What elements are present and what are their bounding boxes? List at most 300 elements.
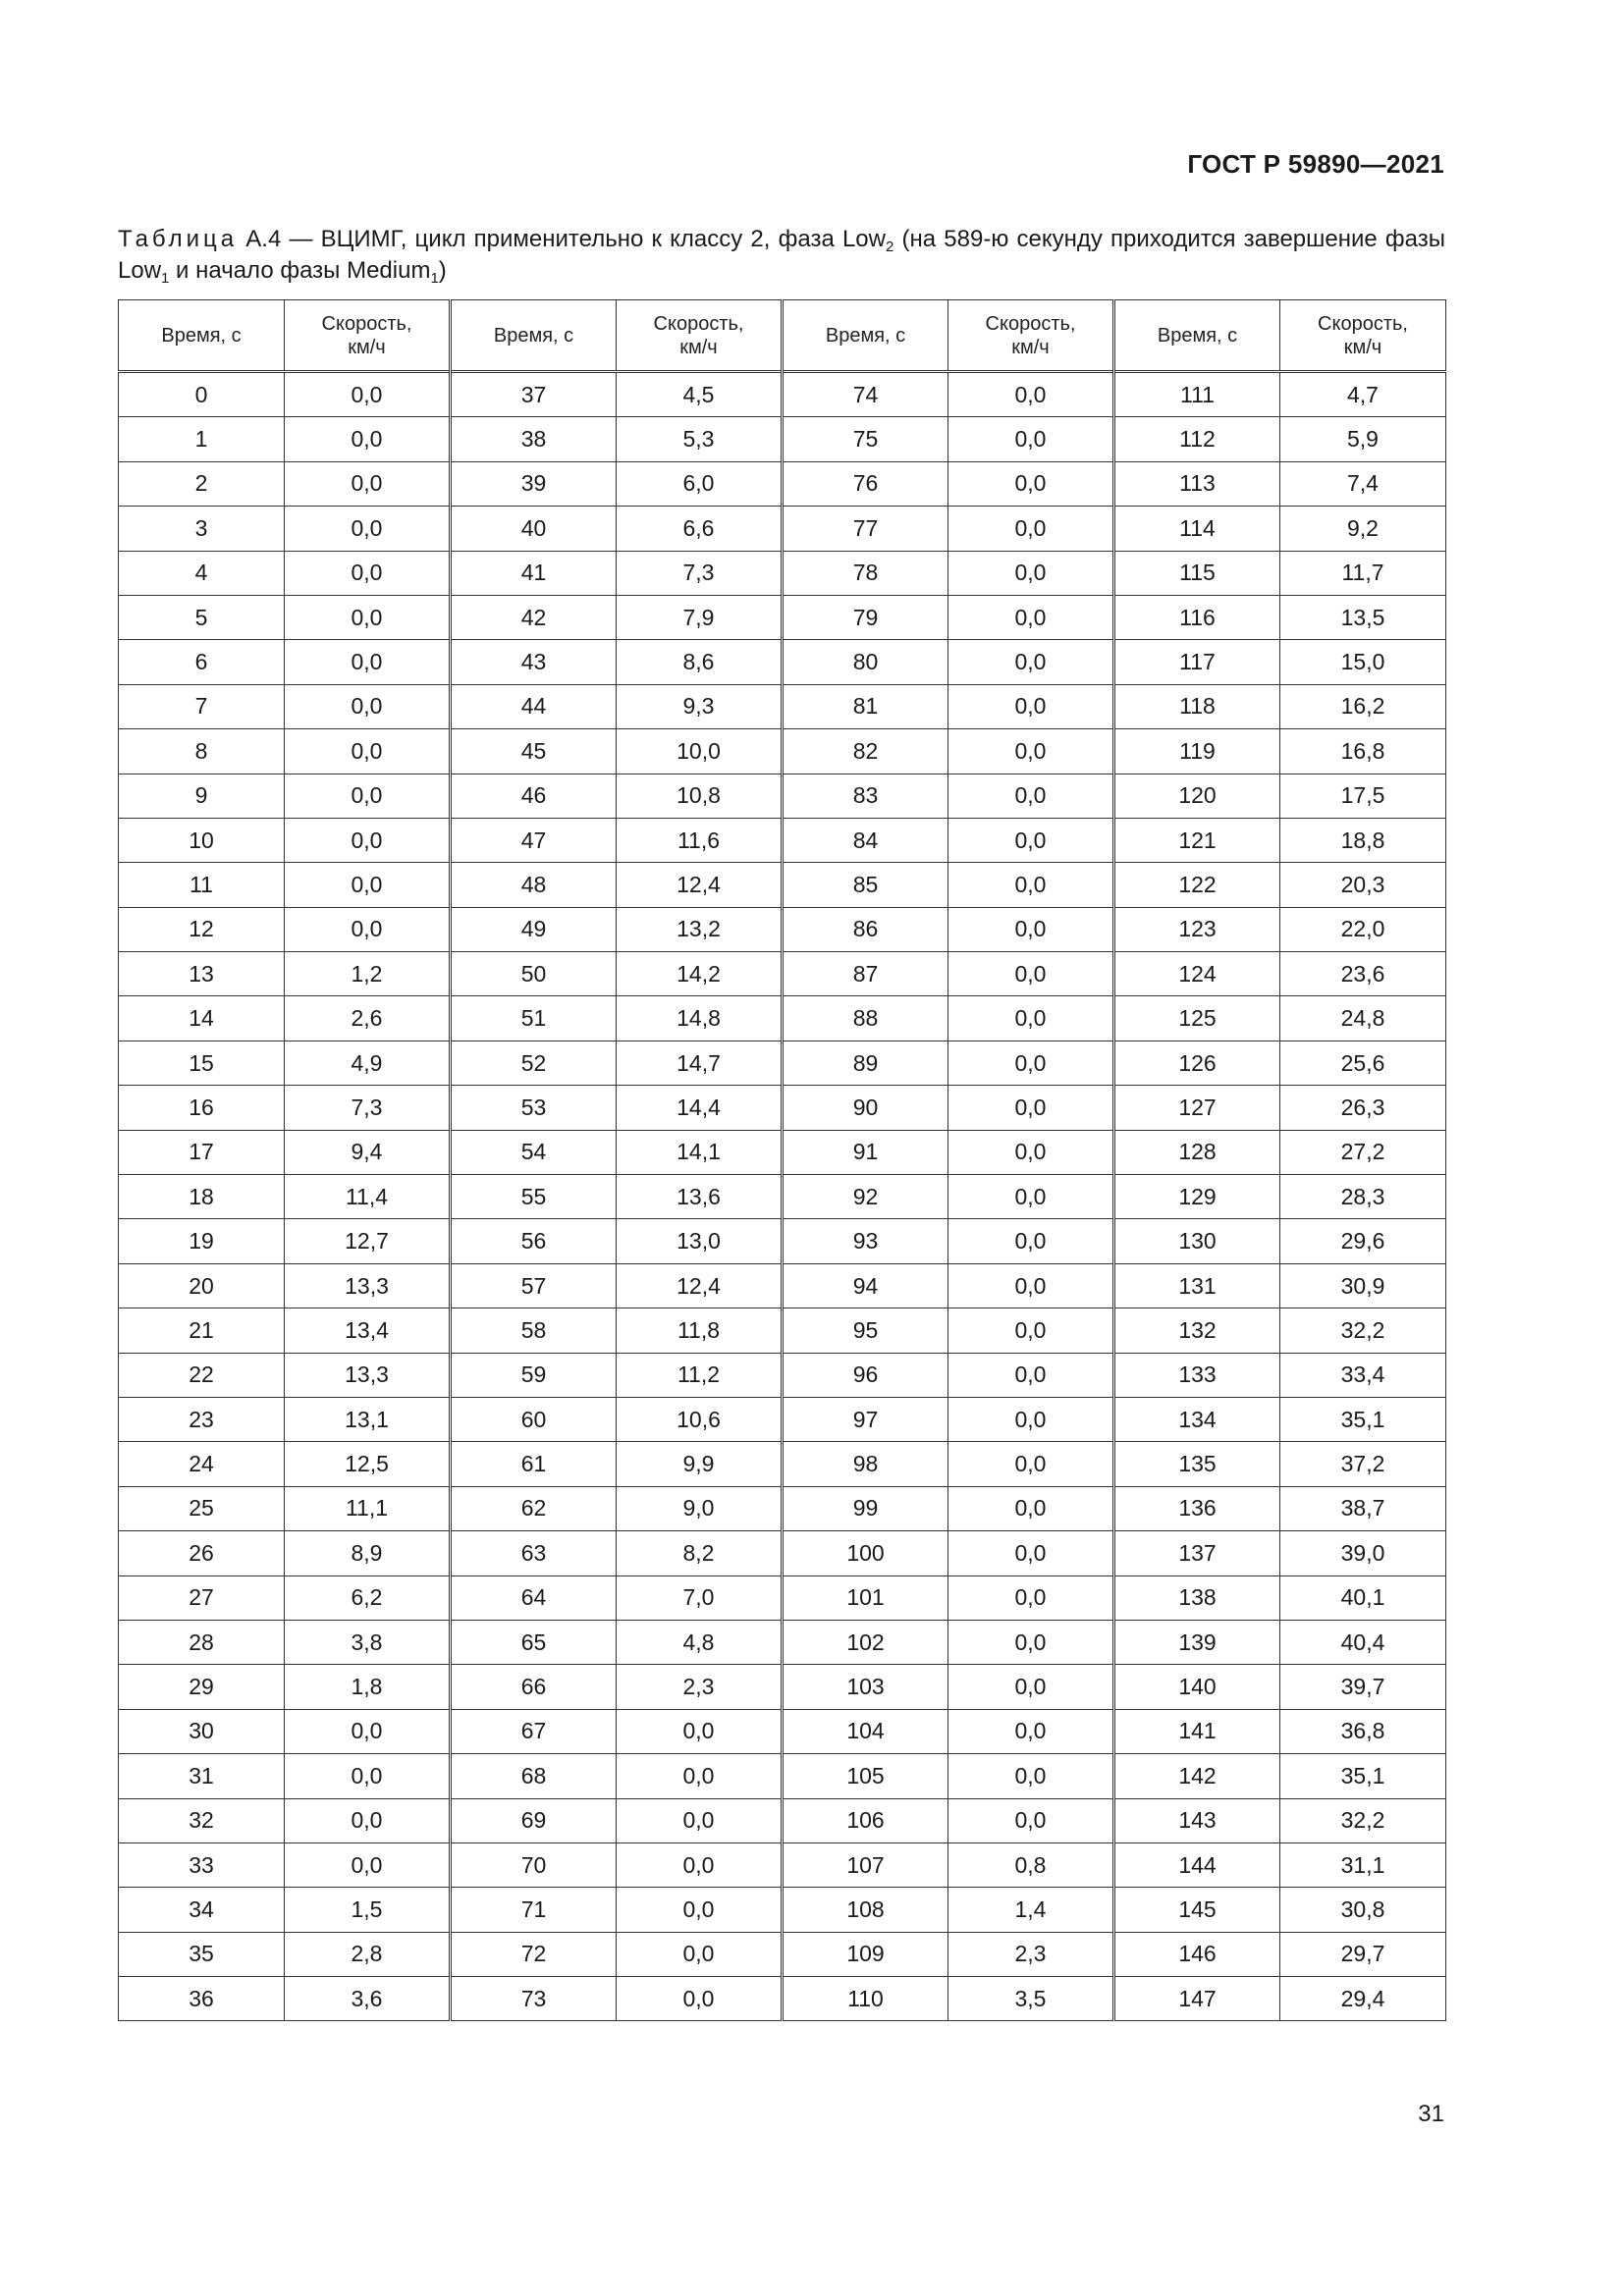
- speed-cell: 38,7: [1280, 1486, 1446, 1530]
- speed-cell: 10,8: [617, 774, 783, 818]
- speed-cell: 0,0: [948, 1665, 1114, 1709]
- time-cell: 71: [451, 1888, 617, 1932]
- speed-cell: 14,7: [617, 1041, 783, 1085]
- speed-cell: 2,3: [948, 1932, 1114, 1976]
- time-cell: 96: [783, 1353, 948, 1397]
- speed-cell: 39,0: [1280, 1531, 1446, 1575]
- speed-cell: 0,0: [617, 1709, 783, 1753]
- speed-cell: 0,0: [285, 1842, 451, 1887]
- time-cell: 81: [783, 684, 948, 728]
- time-cell: 34: [119, 1888, 285, 1932]
- speed-cell: 0,0: [948, 1263, 1114, 1308]
- time-cell: 51: [451, 996, 617, 1041]
- speed-cell: 13,6: [617, 1175, 783, 1219]
- speed-cell: 10,6: [617, 1397, 783, 1441]
- table-row: [119, 1263, 1446, 1308]
- speed-cell: 39,7: [1280, 1665, 1446, 1709]
- speed-cell: 0,0: [285, 1709, 451, 1753]
- speed-cell: 0,0: [285, 417, 451, 461]
- time-cell: 77: [783, 507, 948, 551]
- speed-cell: 23,6: [1280, 952, 1446, 996]
- time-cell: 140: [1114, 1665, 1280, 1709]
- time-cell: 121: [1114, 818, 1280, 862]
- speed-cell: 13,2: [617, 907, 783, 951]
- time-cell: 40: [451, 507, 617, 551]
- caption-number: А.4: [245, 226, 282, 252]
- speed-cell: 0,0: [948, 1620, 1114, 1664]
- time-cell: 135: [1114, 1442, 1280, 1486]
- header-speed: Скорость, км/ч: [1280, 300, 1446, 372]
- speed-cell: 4,9: [285, 1041, 451, 1085]
- time-cell: 56: [451, 1219, 617, 1263]
- table-row: [119, 952, 1446, 996]
- speed-cell: 4,5: [617, 372, 783, 417]
- time-cell: 100: [783, 1531, 948, 1575]
- speed-cell: 40,1: [1280, 1575, 1446, 1620]
- speed-cell: 0,0: [948, 729, 1114, 774]
- time-cell: 146: [1114, 1932, 1280, 1976]
- speed-cell: 0,0: [948, 595, 1114, 639]
- speed-cell: 35,1: [1280, 1397, 1446, 1441]
- time-cell: 7: [119, 684, 285, 728]
- speed-cell: 6,6: [617, 507, 783, 551]
- speed-cell: 0,0: [948, 1709, 1114, 1753]
- speed-cell: 13,0: [617, 1219, 783, 1263]
- speed-cell: 2,3: [617, 1665, 783, 1709]
- time-cell: 137: [1114, 1531, 1280, 1575]
- time-cell: 25: [119, 1486, 285, 1530]
- time-cell: 4: [119, 551, 285, 595]
- speed-cell: 35,1: [1280, 1754, 1446, 1798]
- time-cell: 128: [1114, 1130, 1280, 1174]
- speed-cell: 0,0: [948, 372, 1114, 417]
- table-row: [119, 818, 1446, 862]
- speed-table: [118, 299, 1446, 2021]
- speed-cell: 13,3: [285, 1263, 451, 1308]
- speed-cell: 11,6: [617, 818, 783, 862]
- caption-text-4: ): [438, 257, 447, 284]
- time-cell: 103: [783, 1665, 948, 1709]
- speed-cell: 3,5: [948, 1977, 1114, 2021]
- caption-label: Таблица: [118, 226, 239, 252]
- time-cell: 68: [451, 1754, 617, 1798]
- time-cell: 111: [1114, 372, 1280, 417]
- speed-cell: 0,0: [948, 417, 1114, 461]
- header-time: Время, с: [783, 300, 948, 372]
- speed-cell: 10,0: [617, 729, 783, 774]
- table-row: [119, 640, 1446, 684]
- speed-cell: 29,4: [1280, 1977, 1446, 2021]
- time-cell: 134: [1114, 1397, 1280, 1441]
- speed-cell: 36,8: [1280, 1709, 1446, 1753]
- time-cell: 16: [119, 1086, 285, 1130]
- header-speed: Скорость, км/ч: [617, 300, 783, 372]
- time-cell: 92: [783, 1175, 948, 1219]
- time-cell: 141: [1114, 1709, 1280, 1753]
- speed-cell: 2,8: [285, 1932, 451, 1976]
- time-cell: 6: [119, 640, 285, 684]
- speed-cell: 7,3: [617, 551, 783, 595]
- table-row: [119, 907, 1446, 951]
- speed-cell: 12,4: [617, 863, 783, 907]
- time-cell: 65: [451, 1620, 617, 1664]
- time-cell: 55: [451, 1175, 617, 1219]
- speed-cell: 0,0: [948, 996, 1114, 1041]
- time-cell: 73: [451, 1977, 617, 2021]
- time-cell: 90: [783, 1086, 948, 1130]
- time-cell: 31: [119, 1754, 285, 1798]
- time-cell: 80: [783, 640, 948, 684]
- speed-cell: 11,8: [617, 1308, 783, 1353]
- time-cell: 138: [1114, 1575, 1280, 1620]
- header-time: Время, с: [451, 300, 617, 372]
- table-row: [119, 996, 1446, 1041]
- speed-cell: 16,8: [1280, 729, 1446, 774]
- time-cell: 107: [783, 1842, 948, 1887]
- time-cell: 47: [451, 818, 617, 862]
- speed-cell: 4,8: [617, 1620, 783, 1664]
- speed-cell: 0,0: [948, 1175, 1114, 1219]
- speed-cell: 0,0: [948, 1442, 1114, 1486]
- time-cell: 76: [783, 461, 948, 506]
- speed-cell: 14,4: [617, 1086, 783, 1130]
- speed-cell: 9,2: [1280, 507, 1446, 551]
- table-row: [119, 1130, 1446, 1174]
- speed-cell: 0,0: [285, 507, 451, 551]
- speed-cell: 26,3: [1280, 1086, 1446, 1130]
- time-cell: 136: [1114, 1486, 1280, 1530]
- table-row: [119, 1219, 1446, 1263]
- speed-cell: 0,0: [948, 684, 1114, 728]
- speed-cell: 0,0: [285, 551, 451, 595]
- time-cell: 24: [119, 1442, 285, 1486]
- speed-cell: 13,3: [285, 1353, 451, 1397]
- speed-cell: 11,4: [285, 1175, 451, 1219]
- time-cell: 12: [119, 907, 285, 951]
- time-cell: 89: [783, 1041, 948, 1085]
- table-row: [119, 1575, 1446, 1620]
- time-cell: 133: [1114, 1353, 1280, 1397]
- time-cell: 105: [783, 1754, 948, 1798]
- table-row: [119, 1442, 1446, 1486]
- speed-cell: 9,9: [617, 1442, 783, 1486]
- speed-cell: 0,0: [285, 372, 451, 417]
- speed-cell: 32,2: [1280, 1798, 1446, 1842]
- speed-cell: 37,2: [1280, 1442, 1446, 1486]
- speed-cell: 0,0: [617, 1798, 783, 1842]
- table-row: [119, 461, 1446, 506]
- speed-cell: 3,8: [285, 1620, 451, 1664]
- speed-cell: 0,0: [948, 1798, 1114, 1842]
- time-cell: 20: [119, 1263, 285, 1308]
- speed-cell: 0,0: [285, 1798, 451, 1842]
- time-cell: 102: [783, 1620, 948, 1664]
- time-cell: 93: [783, 1219, 948, 1263]
- table-row: [119, 1888, 1446, 1932]
- table-row: [119, 1486, 1446, 1530]
- speed-cell: 0,0: [948, 1308, 1114, 1353]
- time-cell: 57: [451, 1263, 617, 1308]
- table-caption: [118, 224, 1445, 287]
- speed-cell: 0,0: [948, 507, 1114, 551]
- time-cell: 112: [1114, 417, 1280, 461]
- time-cell: 114: [1114, 507, 1280, 551]
- time-cell: 86: [783, 907, 948, 951]
- speed-cell: 17,5: [1280, 774, 1446, 818]
- time-cell: 147: [1114, 1977, 1280, 2021]
- time-cell: 50: [451, 952, 617, 996]
- speed-cell: 9,0: [617, 1486, 783, 1530]
- time-cell: 91: [783, 1130, 948, 1174]
- time-cell: 83: [783, 774, 948, 818]
- time-cell: 48: [451, 863, 617, 907]
- time-cell: 26: [119, 1531, 285, 1575]
- speed-cell: 18,8: [1280, 818, 1446, 862]
- time-cell: 44: [451, 684, 617, 728]
- time-cell: 70: [451, 1842, 617, 1887]
- time-cell: 97: [783, 1397, 948, 1441]
- speed-cell: 7,9: [617, 595, 783, 639]
- speed-cell: 5,3: [617, 417, 783, 461]
- time-cell: 46: [451, 774, 617, 818]
- time-cell: 85: [783, 863, 948, 907]
- speed-cell: 0,0: [617, 1888, 783, 1932]
- time-cell: 22: [119, 1353, 285, 1397]
- speed-cell: 14,8: [617, 996, 783, 1041]
- speed-cell: 8,9: [285, 1531, 451, 1575]
- speed-cell: 0,0: [948, 1486, 1114, 1530]
- speed-cell: 14,2: [617, 952, 783, 996]
- speed-cell: 0,0: [617, 1842, 783, 1887]
- speed-cell: 6,2: [285, 1575, 451, 1620]
- speed-cell: 7,3: [285, 1086, 451, 1130]
- time-cell: 0: [119, 372, 285, 417]
- speed-cell: 4,7: [1280, 372, 1446, 417]
- time-cell: 45: [451, 729, 617, 774]
- time-cell: 41: [451, 551, 617, 595]
- speed-cell: 20,3: [1280, 863, 1446, 907]
- time-cell: 14: [119, 996, 285, 1041]
- table-header-row: [119, 300, 1446, 372]
- table-row: [119, 1754, 1446, 1798]
- table-row: [119, 1531, 1446, 1575]
- speed-cell: 11,7: [1280, 551, 1446, 595]
- time-cell: 145: [1114, 1888, 1280, 1932]
- speed-cell: 6,0: [617, 461, 783, 506]
- table-row: [119, 684, 1446, 728]
- speed-cell: 0,0: [948, 863, 1114, 907]
- caption-text-3: и начало фазы Medium: [169, 257, 431, 284]
- caption-text-2: (на 589-ю секунду приходится завершение фазы Low: [118, 226, 1446, 284]
- speed-cell: 0,0: [948, 1086, 1114, 1130]
- time-cell: 15: [119, 1041, 285, 1085]
- table-row: [119, 1932, 1446, 1976]
- table-row: [119, 417, 1446, 461]
- time-cell: 122: [1114, 863, 1280, 907]
- speed-cell: 1,4: [948, 1888, 1114, 1932]
- time-cell: 60: [451, 1397, 617, 1441]
- time-cell: 88: [783, 996, 948, 1041]
- time-cell: 64: [451, 1575, 617, 1620]
- header-time: Время, с: [119, 300, 285, 372]
- speed-cell: 14,1: [617, 1130, 783, 1174]
- speed-cell: 2,6: [285, 996, 451, 1041]
- speed-cell: 0,0: [948, 1041, 1114, 1085]
- time-cell: 101: [783, 1575, 948, 1620]
- time-cell: 123: [1114, 907, 1280, 951]
- table-row: [119, 507, 1446, 551]
- time-cell: 132: [1114, 1308, 1280, 1353]
- speed-cell: 0,8: [948, 1842, 1114, 1887]
- speed-cell: 22,0: [1280, 907, 1446, 951]
- table-row: [119, 1798, 1446, 1842]
- table-row: [119, 1175, 1446, 1219]
- speed-cell: 0,0: [285, 818, 451, 862]
- time-cell: 129: [1114, 1175, 1280, 1219]
- caption-sub-3: 1: [430, 270, 439, 287]
- time-cell: 126: [1114, 1041, 1280, 1085]
- speed-cell: 25,6: [1280, 1041, 1446, 1085]
- speed-cell: 0,0: [948, 1130, 1114, 1174]
- time-cell: 144: [1114, 1842, 1280, 1887]
- speed-cell: 8,6: [617, 640, 783, 684]
- speed-cell: 0,0: [948, 461, 1114, 506]
- speed-cell: 0,0: [948, 774, 1114, 818]
- speed-cell: 1,5: [285, 1888, 451, 1932]
- speed-cell: 27,2: [1280, 1130, 1446, 1174]
- time-cell: 30: [119, 1709, 285, 1753]
- time-cell: 72: [451, 1932, 617, 1976]
- standard-number: ГОСТ Р 59890—2021: [1187, 149, 1444, 179]
- time-cell: 118: [1114, 684, 1280, 728]
- table-row: [119, 1665, 1446, 1709]
- speed-cell: 0,0: [285, 907, 451, 951]
- time-cell: 98: [783, 1442, 948, 1486]
- time-cell: 17: [119, 1130, 285, 1174]
- time-cell: 125: [1114, 996, 1280, 1041]
- speed-cell: 0,0: [285, 774, 451, 818]
- time-cell: 53: [451, 1086, 617, 1130]
- time-cell: 2: [119, 461, 285, 506]
- time-cell: 79: [783, 595, 948, 639]
- time-cell: 82: [783, 729, 948, 774]
- time-cell: 87: [783, 952, 948, 996]
- time-cell: 35: [119, 1932, 285, 1976]
- time-cell: 3: [119, 507, 285, 551]
- time-cell: 59: [451, 1353, 617, 1397]
- time-cell: 52: [451, 1041, 617, 1085]
- caption-text-1: — ВЦИМГ, цикл применительно к классу 2, фаза Low: [281, 226, 886, 252]
- time-cell: 63: [451, 1531, 617, 1575]
- time-cell: 110: [783, 1977, 948, 2021]
- time-cell: 124: [1114, 952, 1280, 996]
- time-cell: 131: [1114, 1263, 1280, 1308]
- time-cell: 74: [783, 372, 948, 417]
- time-cell: 43: [451, 640, 617, 684]
- table-row: [119, 1977, 1446, 2021]
- time-cell: 11: [119, 863, 285, 907]
- time-cell: 62: [451, 1486, 617, 1530]
- time-cell: 127: [1114, 1086, 1280, 1130]
- table-row: [119, 595, 1446, 639]
- speed-cell: 7,0: [617, 1575, 783, 1620]
- time-cell: 67: [451, 1709, 617, 1753]
- speed-cell: 5,9: [1280, 417, 1446, 461]
- speed-cell: 1,8: [285, 1665, 451, 1709]
- time-cell: 42: [451, 595, 617, 639]
- speed-cell: 28,3: [1280, 1175, 1446, 1219]
- speed-cell: 9,4: [285, 1130, 451, 1174]
- speed-cell: 15,0: [1280, 640, 1446, 684]
- header-time: Время, с: [1114, 300, 1280, 372]
- table-row: [119, 1353, 1446, 1397]
- table-row: [119, 1041, 1446, 1085]
- time-cell: 21: [119, 1308, 285, 1353]
- time-cell: 9: [119, 774, 285, 818]
- caption-sub-2: 1: [161, 270, 170, 287]
- speed-cell: 0,0: [948, 952, 1114, 996]
- time-cell: 130: [1114, 1219, 1280, 1263]
- table-row: [119, 1842, 1446, 1887]
- speed-cell: 0,0: [948, 1353, 1114, 1397]
- time-cell: 23: [119, 1397, 285, 1441]
- speed-cell: 29,6: [1280, 1219, 1446, 1263]
- speed-cell: 0,0: [948, 1754, 1114, 1798]
- time-cell: 27: [119, 1575, 285, 1620]
- speed-cell: 0,0: [285, 684, 451, 728]
- time-cell: 1: [119, 417, 285, 461]
- speed-cell: 30,9: [1280, 1263, 1446, 1308]
- time-cell: 66: [451, 1665, 617, 1709]
- time-cell: 117: [1114, 640, 1280, 684]
- time-cell: 33: [119, 1842, 285, 1887]
- speed-cell: 12,4: [617, 1263, 783, 1308]
- speed-cell: 0,0: [617, 1932, 783, 1976]
- speed-cell: 8,2: [617, 1531, 783, 1575]
- time-cell: 19: [119, 1219, 285, 1263]
- speed-cell: 0,0: [948, 1397, 1114, 1441]
- time-cell: 120: [1114, 774, 1280, 818]
- time-cell: 94: [783, 1263, 948, 1308]
- speed-cell: 13,5: [1280, 595, 1446, 639]
- time-cell: 36: [119, 1977, 285, 2021]
- speed-cell: 0,0: [948, 1575, 1114, 1620]
- speed-cell: 0,0: [285, 729, 451, 774]
- speed-cell: 31,1: [1280, 1842, 1446, 1887]
- time-cell: 37: [451, 372, 617, 417]
- time-cell: 54: [451, 1130, 617, 1174]
- time-cell: 10: [119, 818, 285, 862]
- table-row: [119, 1709, 1446, 1753]
- time-cell: 38: [451, 417, 617, 461]
- speed-cell: 0,0: [948, 907, 1114, 951]
- speed-cell: 0,0: [285, 595, 451, 639]
- speed-cell: 0,0: [948, 818, 1114, 862]
- speed-cell: 12,7: [285, 1219, 451, 1263]
- time-cell: 142: [1114, 1754, 1280, 1798]
- table-row: [119, 1308, 1446, 1353]
- time-cell: 99: [783, 1486, 948, 1530]
- page-number: 31: [1418, 2101, 1444, 2127]
- table-row: [119, 551, 1446, 595]
- time-cell: 108: [783, 1888, 948, 1932]
- speed-cell: 13,4: [285, 1308, 451, 1353]
- time-cell: 75: [783, 417, 948, 461]
- time-cell: 113: [1114, 461, 1280, 506]
- table-row: [119, 863, 1446, 907]
- time-cell: 119: [1114, 729, 1280, 774]
- table-row: [119, 1620, 1446, 1664]
